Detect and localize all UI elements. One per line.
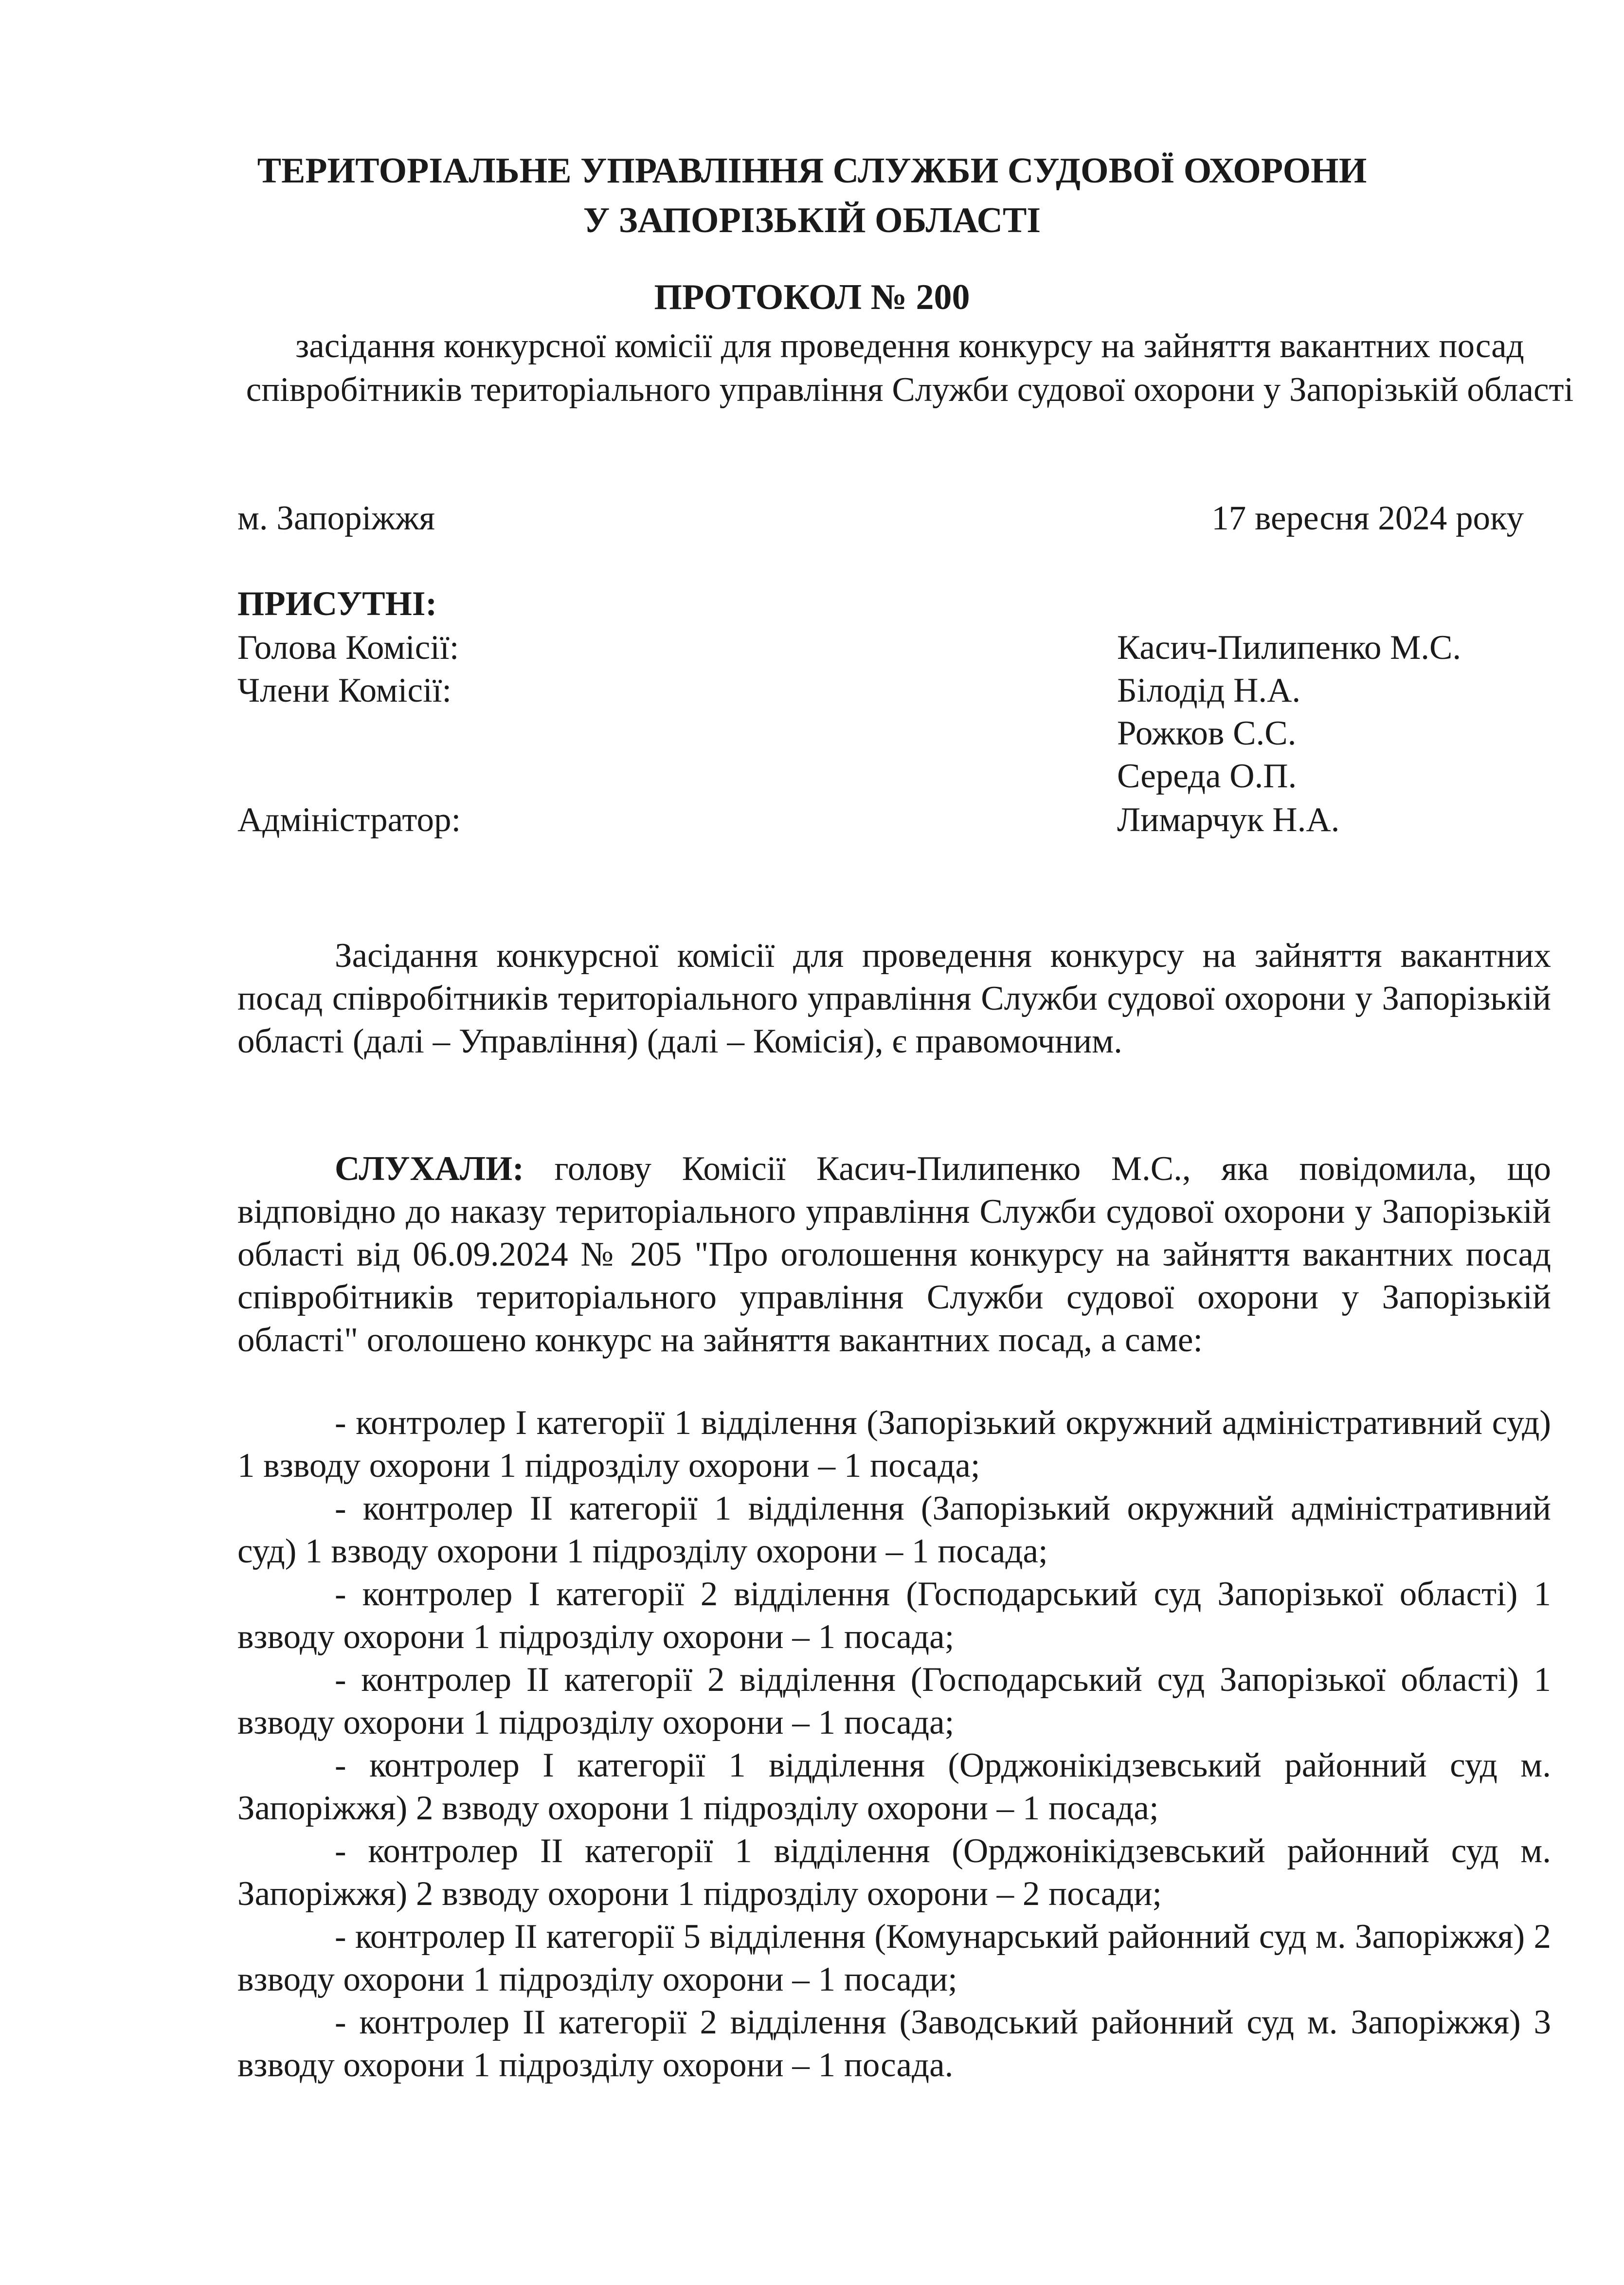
heard-label: СЛУХАЛИ:	[335, 1150, 524, 1188]
heard-paragraph	[237, 1147, 1551, 1361]
list-item: - контролер ІІ категорії 1 відділення (Орджонікідзевський районний суд м. Запоріжжя) 2 взводу охорони 1 підрозділу охорони – 2 посади;	[237, 1832, 1551, 1913]
members-label: Члени Комісії:	[237, 671, 452, 709]
list-item: - контролер І категорії 1 відділення (Орджонікідзевський районний суд м. Запоріжжя) 2 взводу охорони 1 підрозділу охорони – 1 посада;	[237, 1746, 1551, 1827]
organization-title-line-2: У ЗАПОРІЗЬКІЙ ОБЛАСТІ	[583, 200, 1041, 240]
list-item: - контролер ІІ категорії 2 відділення (Заводський районний суд м. Запоріжжя) 3 взводу охорони 1 підрозділу охорони – 1 посада.	[237, 2003, 1551, 2084]
organization-title	[0, 146, 1624, 245]
chair-name: Касич-Пилипенко М.С.	[1117, 629, 1462, 667]
present-heading: ПРИСУТНІ:	[237, 585, 437, 623]
member-name: Білодід Н.А.	[1117, 671, 1301, 709]
organization-title-line-1: ТЕРИТОРІАЛЬНЕ УПРАВЛІННЯ СЛУЖБИ СУДОВОЇ ОХОРОНИ	[257, 151, 1367, 191]
protocol-title: ПРОТОКОЛ № 200	[654, 277, 970, 317]
member-name: Рожков С.С.	[1117, 714, 1297, 752]
city: м. Запоріжжя	[237, 499, 435, 537]
vacancy-list	[237, 1401, 1551, 2086]
admin-label: Адміністратор:	[237, 801, 461, 839]
document-date: 17 вересня 2024 року	[1211, 499, 1524, 537]
list-item: - контролер І категорії 2 відділення (Господарський суд Запорізької області) 1 взводу охорони 1 підрозділу охорони – 1 посада;	[237, 1575, 1551, 1656]
list-item: - контролер ІІ категорії 5 відділення (Комунарський районний суд м. Запоріжжя) 2 взводу охорони 1 підрозділу охорони – 1 посади;	[237, 1918, 1551, 1998]
quorum-paragraph: Засідання конкурсної комісії для проведення конкурсу на зайняття вакантних посад співробітників територіального управління Служби судової охорони у Запорізькій області (далі – Управління) (далі – Комісія), є правомочним.	[237, 937, 1551, 1060]
protocol-subtitle: засідання конкурсної комісії для проведення конкурсу на зайняття вакантних посад співробітників територіального управління Служби судової охорони у Запорізькій області	[246, 327, 1574, 409]
list-item: - контролер ІІ категорії 2 відділення (Господарський суд Запорізької області) 1 взводу охорони 1 підрозділу охорони – 1 посада;	[237, 1661, 1551, 1741]
member-name: Середа О.П.	[1117, 757, 1297, 795]
admin-name: Лимарчук Н.А.	[1117, 801, 1340, 839]
list-item: - контролер І категорії 1 відділення (Запорізький окружний адміністративний суд) 1 взводу охорони 1 підрозділу охорони – 1 посада;	[237, 1404, 1551, 1485]
list-item: - контролер ІІ категорії 1 відділення (Запорізький окружний адміністративний суд) 1 взводу охорони 1 підрозділу охорони – 1 посада;	[237, 1489, 1551, 1570]
chair-label: Голова Комісії:	[237, 629, 459, 667]
heard-text: голову Комісії Касич-Пилипенко М.С., яка повідомила, що відповідно до наказу територіального управління Служби судової охорони у Запорізькій області від 06.09.2024 № 205 "Про оголошення конкурсу на зайняття вакантних посад співробітників територіального управління Служби судової охорони у Запорізькій області" оголошено конкурс на зайняття вакантних посад, а саме:	[237, 1150, 1551, 1359]
